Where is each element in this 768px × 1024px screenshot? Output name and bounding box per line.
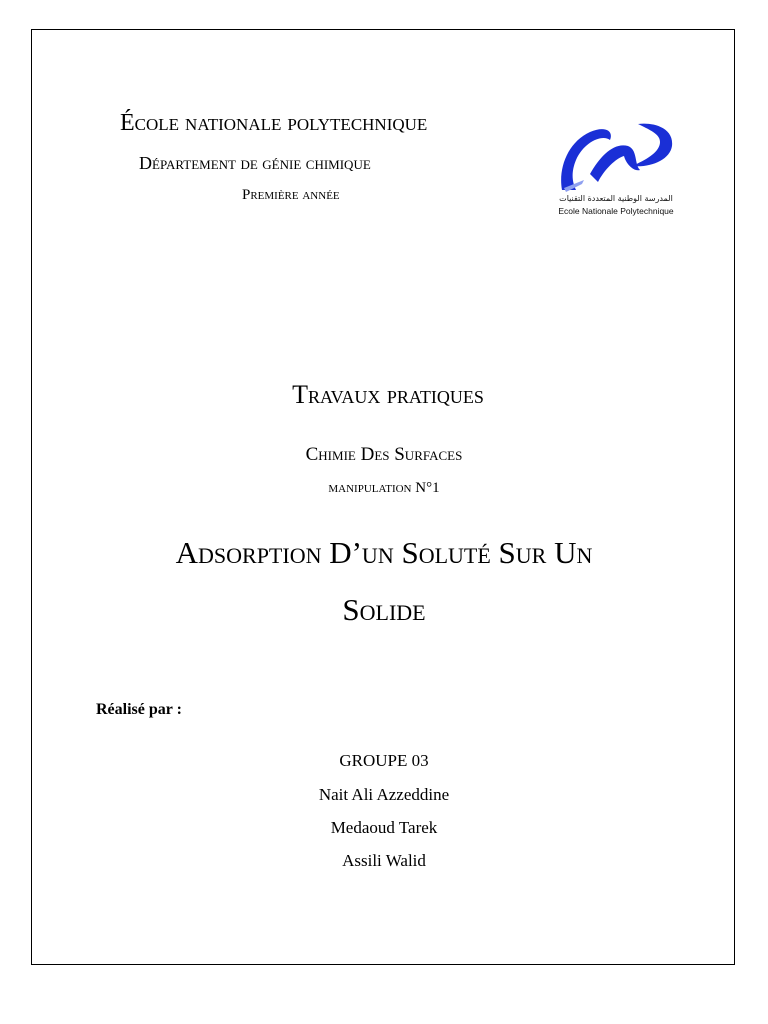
course-name: Chimie Des Surfaces [305, 444, 463, 465]
author-name: Medaoud Tarek [330, 818, 438, 837]
manipulation-number: manipulation N°1 [328, 480, 440, 496]
group-number: GROUPE 03 [339, 751, 429, 770]
authors-label: Réalisé par : [96, 701, 182, 718]
ecole-nationale-polytechnique-logo-icon [554, 120, 678, 194]
report-title-line-1: Adsorption D’un Soluté Sur Un [175, 535, 593, 570]
department-name: Département de génie chimique [139, 153, 371, 173]
logo-latin-text: Ecole Nationale Polytechnique [558, 206, 674, 216]
logo-arabic-text: المدرسة الوطنية المتعددة التقنيات [559, 194, 673, 203]
author-name: Assili Walid [342, 851, 426, 870]
report-type: Travaux pratiques [292, 380, 484, 409]
school-name: École nationale polytechnique [120, 110, 428, 136]
report-title-line-2: Solide [342, 592, 426, 627]
author-name: Nait Ali Azzeddine [318, 785, 450, 804]
school-logo [554, 120, 678, 222]
study-year: Première année [242, 187, 340, 203]
